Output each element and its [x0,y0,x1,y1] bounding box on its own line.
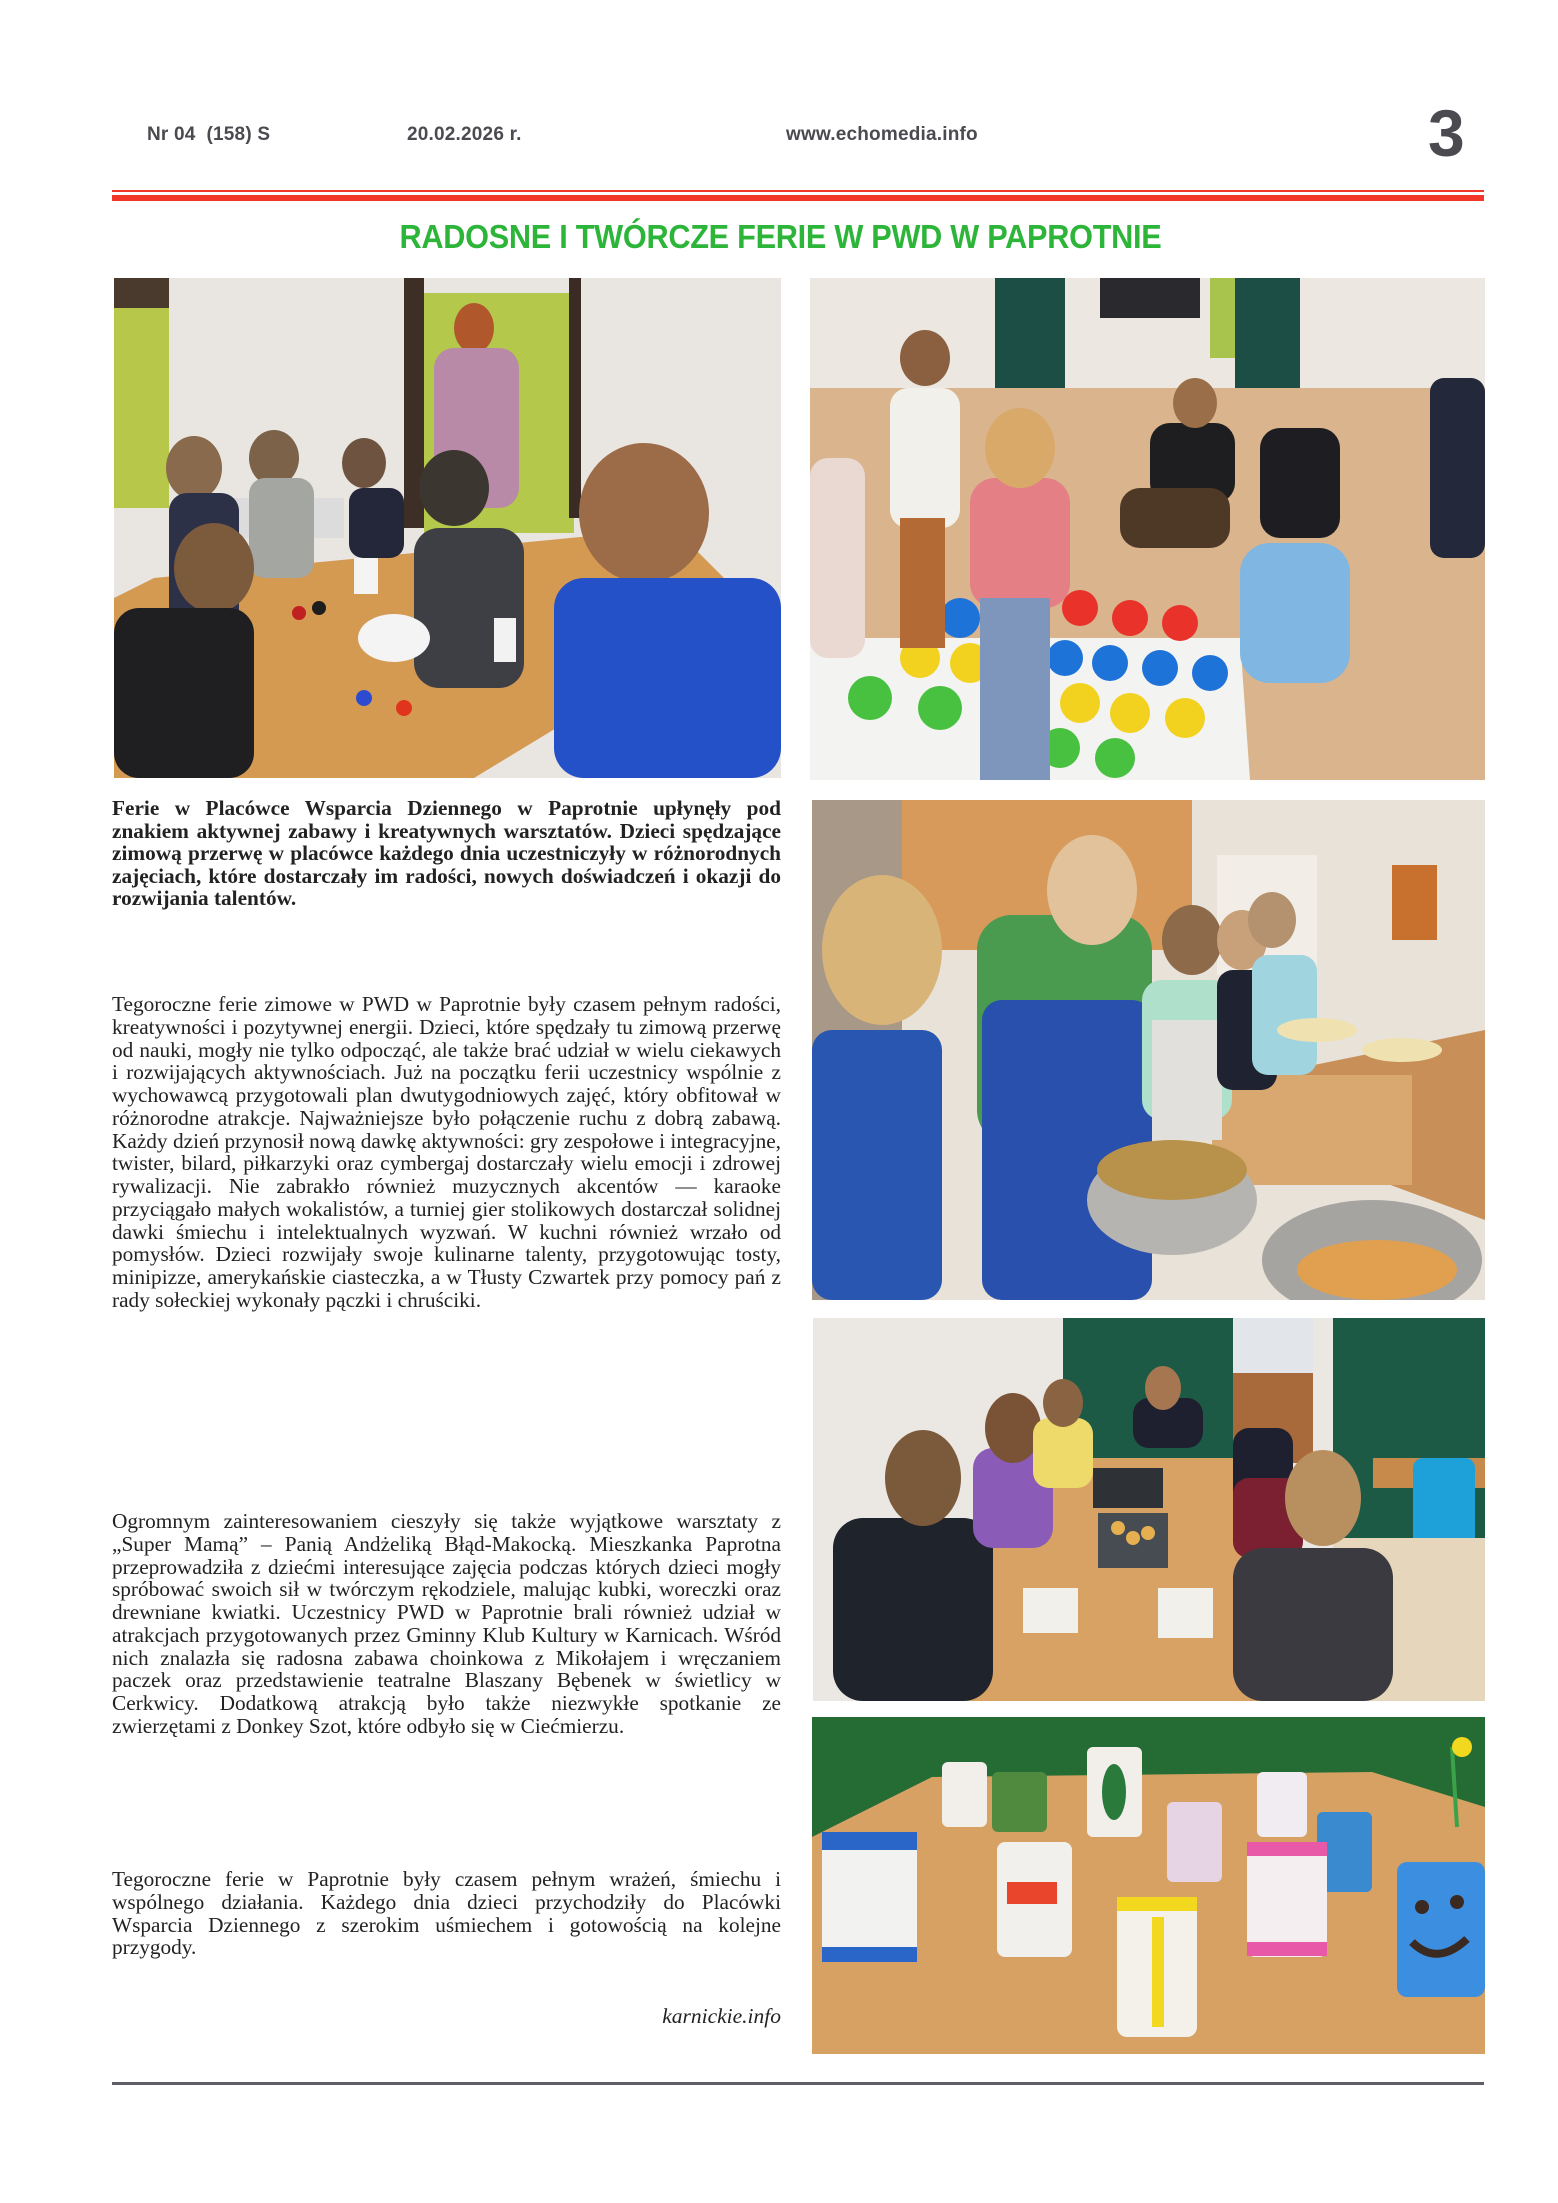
photo-painted-mugs-image [812,1717,1485,2054]
photo-kitchen [812,800,1485,1300]
article-source[interactable]: karnickie.info [662,2004,781,2028]
photo-mug-painting [114,278,781,778]
photo-painted-mugs [812,1717,1485,2054]
article-title: RADOSNE I TWÓRCZE FERIE W PWD W PAPROTNIE [399,218,1162,255]
photo-twister [810,278,1485,780]
website-link[interactable]: www.echomedia.info [786,124,978,145]
header-rule-thin [112,190,1484,192]
footer-rule [112,2082,1484,2085]
photo-table-baking-image [813,1318,1485,1701]
article-paragraph-2: Ogromnym zainteresowaniem cieszyły się także wyjątkowe warsztaty z „Super Mamą” – Panią Andżeliką Błąd-Makocką. Mieszkanka Paprotna przeprowadziła z dziećmi interesujące zajęcia podczas których dzieci mogły spróbować swoich sił w twórczym rękodziele, malując kubki, woreczki oraz drewniane kwiatki. Uczestnicy PWD w Paprotnie brali również udział w atrakcjach przygotowanych przez Gminny Klub Kultury w Karnicach. Wśród nich znalazła się radosna zabawa choinkowa z Mikołajem i wręczaniem paczek oraz przedstawienie teatralne Blaszany Bębenek w świetlicy w Cerkwicy. Dodatkową atrakcją było także niezwykłe spotkanie ze zwierzętami z Donkey Szot, które odbyło się w Ciećmierzu. [112,1509,781,1738]
photo-mug-painting-image [114,278,781,778]
article-paragraph-1: Tegoroczne ferie zimowe w PWD w Paprotnie były czasem pełnym radości, kreatywności i pozytywnej energii. Dzieci, które spędzały tu zimową przerwę od nauki, mogły nie tylko odpocząć, ale także brać udział w wielu ciekawych i rozwijających aktywnościach. Już na początku ferii uczestnicy wspólnie z wychowawcą przygotowali plan dwutygodniowych zajęć, który obfitował w różnorodne atrakcje. Najważniejsze było połączenie ruchu z dobrą zabawą. Każdy dzień przynosił nową dawkę aktywności: gry zespołowe i integracyjne, twister, bilard, piłkarzyki oraz cymbergaj dostarczały wielu emocji i zdrowej rywalizacji. Nie zabrakło również muzycznych akcentów — karaoke przyciągało małych wokalistów, a turniej gier stolikowych dostarczał solidnej dawki śmiechu i intelektualnych wyzwań. W kuchni również wrzało od pomysłów. Dzieci rozwijały swoje kulinarne talenty, przygotowując tosty, minipizze, amerykańskie ciasteczka, a w Tłusty Czwartek przy pomocy pań z rady sołeckiej wykonały pączki i chruściki. [112,992,781,1312]
photo-table-baking [813,1318,1485,1701]
article-paragraph-3: Tegoroczne ferie w Paprotnie były czasem pełnym wrażeń, śmiechu i wspólnego działania. Każdego dnia dzieci przychodziły do Placówki Wsparcia Dziennego z szerokim uśmiechem i gotowością na kolejne przygody. [112,1867,781,1960]
page-number: 3 [1428,96,1465,170]
issue-number: Nr 04 (158) S [147,124,271,145]
issue-date: 20.02.2026 r. [407,124,522,145]
header-rule-thick [112,195,1484,201]
photo-twister-image [810,278,1485,780]
article-lead: Ferie w Placówce Wsparcia Dziennego w Paprotnie upłynęły pod znakiem aktywnej zabawy i kreatywnych warsztatów. Dzieci spędzające zimową przerwę w placówce każdego dnia uczestniczyły w różnorodnych zajęciach, które dostarczały im radości, nowych doświadczeń i okazji do rozwijania talentów. [112,796,781,911]
photo-kitchen-image [812,800,1485,1300]
